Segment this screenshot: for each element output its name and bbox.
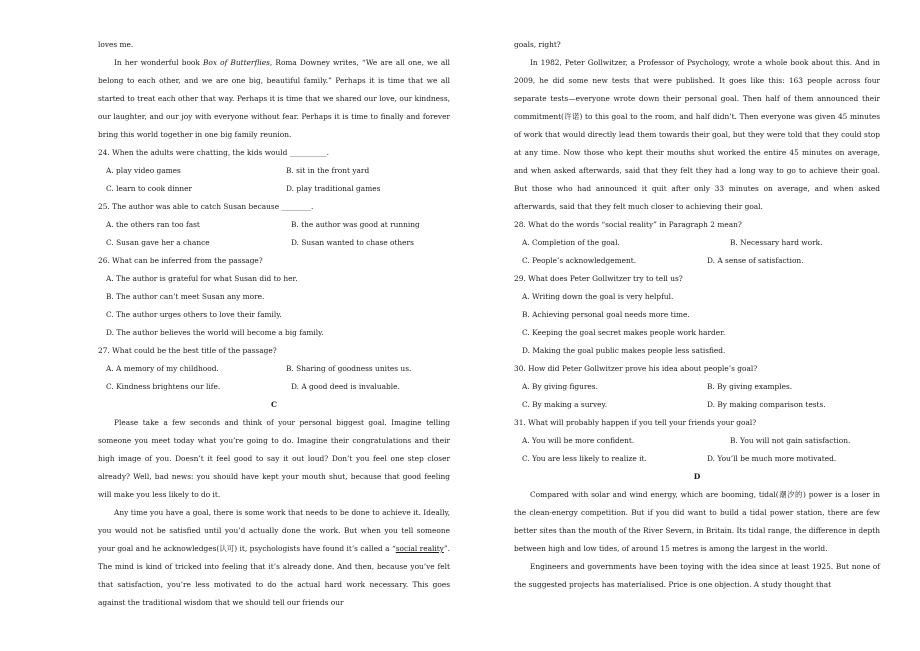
- q29-option-b[interactable]: B. Achieving personal goal needs more time.: [522, 310, 690, 319]
- text-fragment: Any time you have a goal, there is some work that needs to be done to achieve it. Ideally, you would not be satisfied until you’d actually done the work. But when you tell someone your goal and he acknowledges(认可) it, psychologists have found it’s called a “: [98, 508, 450, 553]
- section-c-heading: C: [270, 400, 278, 409]
- text-fragment: In her wonderful book: [114, 58, 203, 67]
- question-31: 31. What will probably happen if you tell your friends your goal?: [514, 418, 757, 427]
- q28-options-row2: [514, 252, 880, 270]
- q27-option-d[interactable]: D. A good deed is invaluable.: [291, 382, 400, 391]
- question-26: 26. What can be inferred from the passage?: [98, 256, 263, 265]
- text-fragment: ”. The mind is kind of tricked into feeling that it’s already done. And then, because you’ve felt that satisfaction, you’re less motivated to do the actual hard work necessary. This goes against the traditional wisdom that we should tell our friends our: [98, 544, 450, 607]
- q28-options-row1: [514, 234, 880, 252]
- q24-option-d[interactable]: D. play traditional games: [286, 184, 381, 193]
- question-30: 30. How did Peter Gollwitzer prove his idea about people’s goal?: [514, 364, 758, 373]
- q31-option-a[interactable]: A. You will be more confident.: [522, 436, 635, 445]
- passage-b-end: loves me.: [98, 40, 134, 49]
- q27-options-row2: [98, 378, 450, 396]
- q30-options-row2: [514, 396, 880, 414]
- q30-option-a[interactable]: A. By giving figures.: [522, 382, 598, 391]
- q27-options-row1: [98, 360, 450, 378]
- question-29: 29. What does Peter Gollwitzer try to tell us?: [514, 274, 683, 283]
- question-25: 25. The author was able to catch Susan because ________.: [98, 202, 314, 211]
- q27-option-b[interactable]: B. Sharing of goodness unites us.: [286, 364, 412, 373]
- q24-option-c[interactable]: C. learn to cook dinner: [106, 184, 193, 193]
- q25-option-b[interactable]: B. the author was good at running: [291, 220, 420, 229]
- q24-option-b[interactable]: B. sit in the front yard: [286, 166, 370, 175]
- q30-option-c[interactable]: C. By making a survey.: [522, 400, 608, 409]
- q24-options-row1: [98, 162, 450, 180]
- q31-option-c[interactable]: C. You are less likely to realize it.: [522, 454, 647, 463]
- right-column: [514, 36, 880, 594]
- book-title: Box of Butterflies: [202, 58, 270, 67]
- q25-option-c[interactable]: C. Susan gave her a chance: [106, 238, 210, 247]
- question-24: 24. When the adults were chatting, the kids would __________.: [98, 148, 329, 157]
- section-d-heading: D: [693, 472, 701, 481]
- q24-options-row2: [98, 180, 450, 198]
- q26-option-a[interactable]: A. The author is grateful for what Susan did to her.: [106, 274, 298, 283]
- passage-c-paragraph-2: [98, 504, 450, 612]
- q30-option-b[interactable]: B. By giving examples.: [707, 382, 793, 391]
- q25-option-a[interactable]: A. the others ran too fast: [106, 220, 200, 229]
- q27-option-c[interactable]: C. Kindness brightens our life.: [106, 382, 221, 391]
- q28-option-d[interactable]: D. A sense of satisfaction.: [707, 256, 804, 265]
- q30-options-row1: [514, 378, 880, 396]
- q31-options-row2: [514, 450, 880, 468]
- q31-options-row1: [514, 432, 880, 450]
- q29-option-c[interactable]: C. Keeping the goal secret makes people work harder.: [522, 328, 726, 337]
- q28-option-a[interactable]: A. Completion of the goal.: [522, 238, 620, 247]
- passage-b-paragraph: [98, 54, 450, 144]
- question-27: 27. What could be the best title of the passage?: [98, 346, 277, 355]
- q26-option-c[interactable]: C. The author urges others to love their family.: [106, 310, 282, 319]
- q26-option-d[interactable]: D. The author believes the world will become a big family.: [106, 328, 324, 337]
- underlined-term: social reality: [395, 544, 444, 553]
- q28-option-b[interactable]: B. Necessary hard work.: [730, 238, 823, 247]
- q25-options-row1: [98, 216, 450, 234]
- q25-option-d[interactable]: D. Susan wanted to chase others: [291, 238, 414, 247]
- q26-option-b[interactable]: B. The author can’t meet Susan any more.: [106, 292, 265, 301]
- passage-d-paragraph-2: Engineers and governments have been toying with the idea since at least 1925. But none of the suggested projects has materialised. Price is one objection. A study thought that: [514, 562, 880, 589]
- q31-option-d[interactable]: D. You’ll be much more motivated.: [707, 454, 837, 463]
- q24-option-a[interactable]: A. play video games: [106, 166, 181, 175]
- left-column: [98, 36, 450, 612]
- q29-option-a[interactable]: A. Writing down the goal is very helpful.: [522, 292, 674, 301]
- q25-options-row2: [98, 234, 450, 252]
- passage-c-paragraph-1: Please take a few seconds and think of your personal biggest goal. Imagine telling someone you meet today what you’re going to do. Imagine their congratulations and their high image of you. Doesn’t it feel good to say it out loud? Don’t you feel one step closer already? Well, bad news: you should have kept your mouth shut, because that good feeling will make you less likely to do it.: [98, 418, 450, 499]
- passage-c-continuation: goals, right?: [514, 40, 561, 49]
- passage-d-paragraph-1: Compared with solar and wind energy, which are booming, tidal(潮汐的) power is a loser in the clean-energy competition. But if you did want to build a tidal power station, there are few better sites than the mouth of the River Severn, in Britain. Its tidal range, the difference in depth between high and low tides, of around 15 metres is among the largest in the world.: [514, 490, 880, 553]
- q27-option-a[interactable]: A. A memory of my childhood.: [106, 364, 219, 373]
- text-fragment: , Roma Downey writes, “We are all one, we all belong to each other, and we are one big, beautiful family.” Perhaps it is time that we all started to treat each other that way. Perhaps it is time that we shared our love, our kindness, our laughter, and our joy with everyone without fear. Perhaps it is time to finally and forever bring this world together in one big family reunion.: [98, 58, 451, 139]
- q29-option-d[interactable]: D. Making the goal public makes people less satisfied.: [522, 346, 726, 355]
- q31-option-b[interactable]: B. You will not gain satisfaction.: [730, 436, 851, 445]
- q30-option-d[interactable]: D. By making comparison tests.: [707, 400, 826, 409]
- q28-option-c[interactable]: C. People’s acknowledgement.: [522, 256, 637, 265]
- question-28: 28. What do the words “social reality” in Paragraph 2 mean?: [514, 220, 742, 229]
- passage-c-paragraph-3: In 1982, Peter Gollwitzer, a Professor of Psychology, wrote a whole book about this. And in 2009, he did some new tests that were published. It goes like this: 163 people across four separate tests—everyone wrote down their personal goal. Then half of them announced their commitment(许诺) to this goal to the room, and half didn’t. Then everyone was given 45 minutes of work that would directly lead them towards their goal, but they were told that they could stop at any time. Now those who kept their mouths shut worked the entire 45 minutes on average, and when asked afterwards, said that they felt they had a long way to go to achieve their goal. But those who had announced it quit after only 33 minutes on average, and when asked afterwards, said that they felt much closer to achieving their goal.: [514, 58, 880, 211]
